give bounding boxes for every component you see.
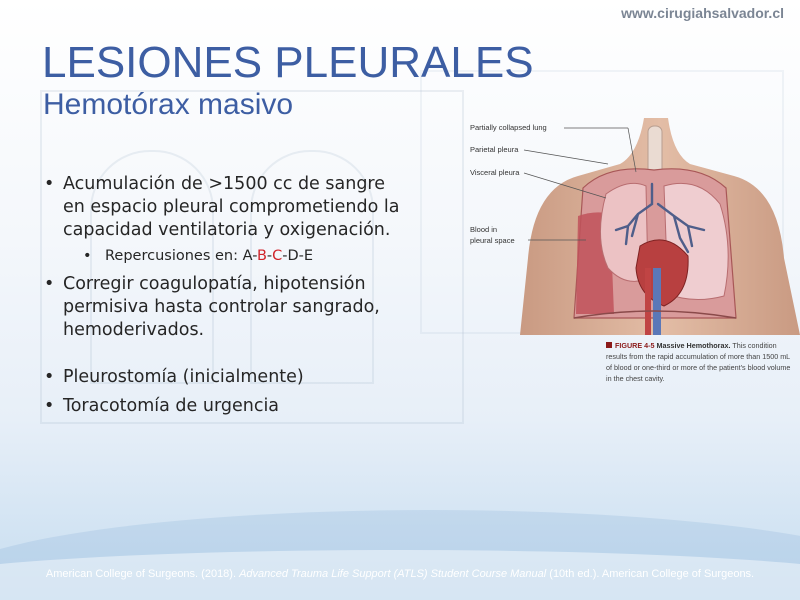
label-blood-line2: pleural space [470,236,515,245]
citation-rest: (10th ed.). American College of Surgeons. [546,568,755,580]
caption-square-icon [606,342,612,348]
caption-text: This condition results from the rapid accumulation of more than 1500 mL of blood or one-third or more of the patient's blood volume in the chest cavity. [606,341,791,383]
bullet-list [42,173,402,424]
bullet-text: Toracotomía de urgencia [63,396,280,416]
leader-line [524,150,608,164]
bullet-item [42,173,402,267]
label-blood-line1: Blood in [470,225,498,234]
bullet-item [42,395,402,418]
label-visceral-pleura: Visceral pleura [470,168,520,177]
abcde-letter-a: A [242,248,253,264]
bullet-text: Acumulación de >1500 cc de sangre en espacio pleural comprometiendo la capacidad ventilatoria y oxigenación. [63,174,400,240]
abcde-letter-b: B [256,248,267,264]
slide-title: LESIONES PLEURALES [42,38,534,87]
bullet-item [42,273,402,342]
hemothorax-illustration [468,118,800,335]
sub-bullet-prefix: Repercusiones en: [105,248,243,264]
caption-figure-number: FIGURE 4-5 [615,341,655,350]
abcde-dash: - [252,248,257,264]
sub-bullet-list [63,245,402,267]
bullet-dot-icon: • [44,367,55,387]
bullet-text: Pleurostomía (inicialmente) [63,367,304,387]
citation-title: Advanced Trauma Life Support (ATLS) Student Course Manual [239,568,547,580]
slide-subtitle: Hemotórax masivo [43,88,294,121]
bullet-dot-icon: • [83,248,92,264]
abcde-dash: - [266,248,273,264]
vena-cava-shape [645,268,651,335]
aorta-shape [653,268,661,335]
bullet-item [42,366,402,389]
label-parietal-pleura: Parietal pleura [470,145,519,154]
label-partially-collapsed-lung: Partially collapsed lung [470,123,547,132]
abcde-letter-c: C [272,248,283,264]
caption-figure-title: Massive Hemothorax. [656,341,731,350]
abcde-rest: -D-E [282,248,314,264]
citation-authors: American College of Surgeons. (2018). [45,568,240,580]
website-url: www.cirugiahsalvador.cl [621,5,784,21]
bullet-text: Corregir coagulopatía, hipotensión permisiva hasta controlar sangrado, hemoderivados. [63,274,380,340]
figure-caption [606,340,791,384]
sub-bullet-item [83,245,402,267]
bullet-dot-icon: • [44,396,55,416]
bullet-dot-icon: • [44,274,55,294]
citation [0,568,800,580]
bullet-dot-icon: • [44,174,55,194]
